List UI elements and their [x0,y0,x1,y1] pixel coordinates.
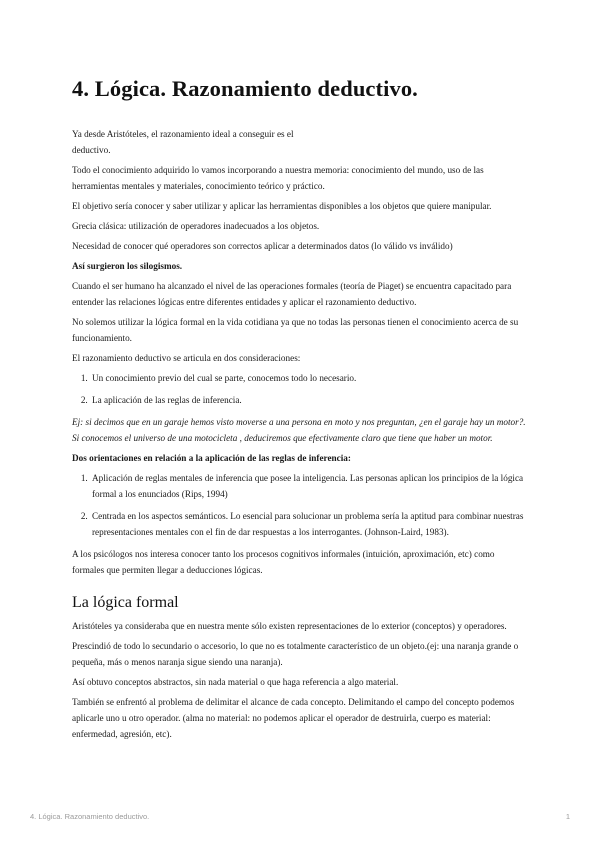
paragraph: Grecia clásica: utilización de operadores inadecuados a los objetos. [72,221,320,231]
paragraph: Prescindió de todo lo secundario o accesorio, lo que no es totalmente característico de un objeto.(ej: una naranja grande o pequeña, más o menos naranja sigue siendo una naranja). [72,641,519,667]
paragraph: Todo el conocimiento adquirido lo vamos incorporando a nuestra memoria: conocimiento del mundo, uso de las herramientas mentales y materiales, conocimiento teórico y práctico. [72,165,484,191]
document-page [72,76,528,746]
paragraph: No solemos utilizar la lógica formal en la vida cotidiana ya que no todas las personas tienen el conocimiento acerca de su funcionamiento. [72,317,519,343]
paragraph: A los psicólogos nos interesa conocer tanto los procesos cognitivos informales (intuición, aproximación, etc) como formales que permiten llegar a deducciones lógicas. [72,549,495,575]
paragraph: El objetivo sería conocer y saber utilizar y aplicar las herramientas disponibles a los objetos que quiere manipular. [72,201,492,211]
list-item: 2. Centrada en los aspectos semánticos. Lo esencial para solucionar un problema sería la aptitud para combinar nuestras representaciones mentales con el fin de dar respuestas a los interrogantes. (Johnson-Laird, 1983). [90,508,528,540]
page-title: 4. Lógica. Razonamiento deductivo. [72,76,418,101]
bold-heading-silogismos: Así surgieron los silogismos. [72,261,183,271]
page-number: 1 [565,812,570,821]
page-footer [30,812,570,821]
paragraph: Así obtuvo conceptos abstractos, sin nada material o que haga referencia a algo material. [72,677,399,687]
paragraph: Necesidad de conocer qué operadores son correctos aplicar a determinados datos (lo válido vs inválido) [72,241,453,251]
example-paragraph: Ej: si decimos que en un garaje hemos visto moverse a una persona en moto y nos preguntan, ¿en el garaje hay un motor?. Si conocemos el universo de una motocicleta , deduciremos que efectivamente claro que tiene que haber un motor. [72,417,526,443]
paragraph: Cuando el ser humano ha alcanzado el nivel de las operaciones formales (teoría de Piaget) se encuentra capacitado para entender las relaciones lógicas entre diferentes entidades y aplicar el razonamiento deductivo. [72,281,512,307]
list-item: 2. La aplicación de las reglas de inferencia. [90,392,528,408]
list-item: 1. Aplicación de reglas mentales de inferencia que posee la inteligencia. Las personas aplican los principios de la lógica formal a los enunciados (Rips, 1994) [90,470,528,502]
paragraph: También se enfrentó al problema de delimitar el alcance de cada concepto. Delimitando el campo del concepto podemos aplicarle uno u otro operador. (alma no material: no podemos aplicar el operador de destruirla, cuerpo es material: enfermedad, agresión, etc). [72,697,515,739]
section-title: La lógica formal [72,594,179,611]
bold-heading-orientaciones: Dos orientaciones en relación a la aplicación de las reglas de inferencia: [72,453,351,463]
paragraph: El razonamiento deductivo se articula en dos consideraciones: [72,353,301,363]
paragraph: Ya desde Aristóteles, el razonamiento ideal a conseguir es el deductivo. [72,129,294,155]
paragraph: Aristóteles ya consideraba que en nuestra mente sólo existen representaciones de lo exterior (conceptos) y operadores. [72,621,507,631]
considerations-list [72,370,528,408]
list-item: 1. Un conocimiento previo del cual se parte, conocemos todo lo necesario. [90,370,528,386]
footer-title: 4. Lógica. Razonamiento deductivo. [30,812,150,821]
orientations-list [72,470,528,540]
